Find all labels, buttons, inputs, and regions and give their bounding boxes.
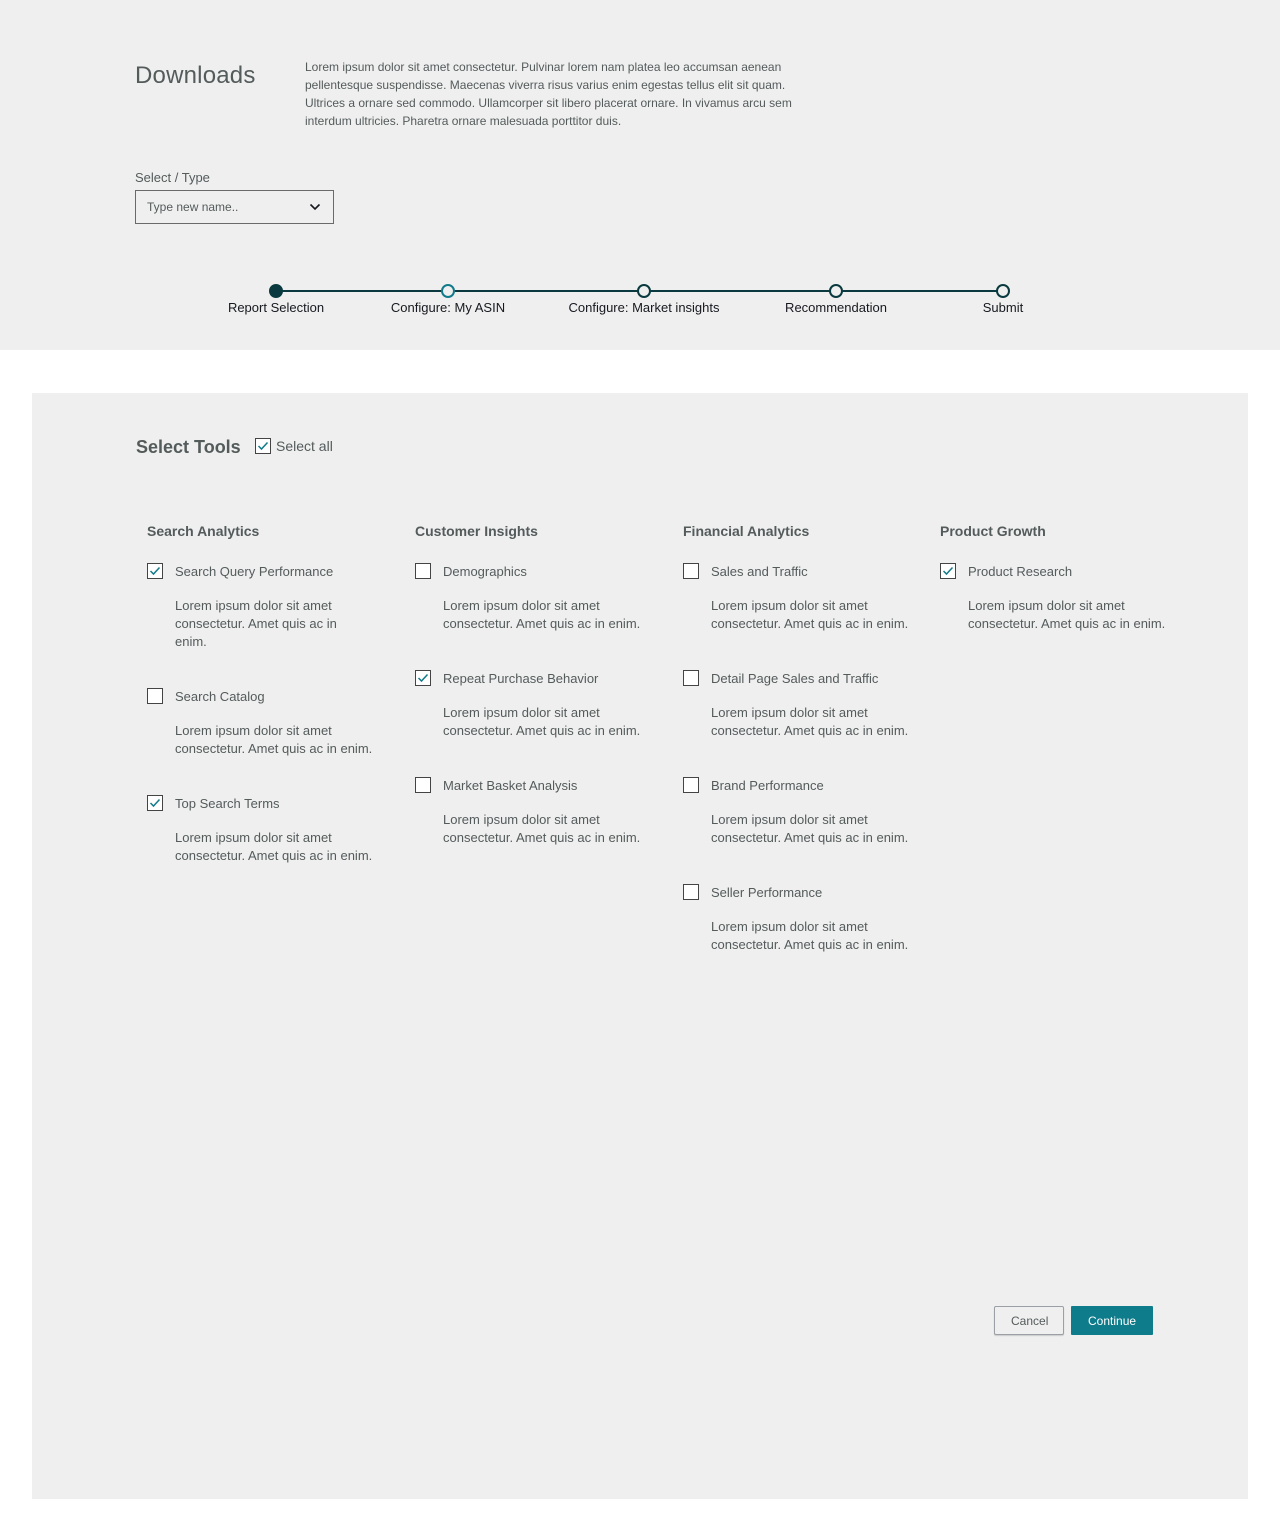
step-label-recommendation[interactable]: Recommendation [785,300,887,315]
step-label-configure-my-asin[interactable]: Configure: My ASIN [390,300,506,315]
tool-checkbox[interactable] [683,777,699,793]
tool-brand-performance[interactable] [683,777,923,847]
step-node-report-selection[interactable] [269,284,283,298]
tool-name: Seller Performance [711,884,823,900]
tool-description: Lorem ipsum dolor sit amet consectetur. Amet quis ac in enim. [443,705,641,738]
tool-top-search-terms[interactable] [147,795,387,865]
tool-name: Detail Page Sales and Traffic [711,670,879,686]
column-title: Financial Analytics [683,523,810,539]
cancel-button[interactable]: Cancel [994,1306,1064,1335]
select-tools-title: Select Tools [136,437,241,457]
column-title: Product Growth [940,523,1046,539]
tool-name: Repeat Purchase Behavior [443,670,599,686]
column-title: Search Analytics [147,523,260,539]
continue-button[interactable]: Continue [1071,1306,1153,1335]
column-title: Customer Insights [415,523,538,539]
tool-name: Brand Performance [711,777,824,793]
step-label-configure-market-insights[interactable]: Configure: Market insights [568,300,720,315]
step-node-configure-my-asin[interactable] [441,284,455,298]
tool-seller-performance[interactable] [683,884,923,954]
checkmark-icon [149,798,161,808]
select-all-label: Select all [276,438,333,454]
tool-name: Sales and Traffic [711,563,808,579]
page-description: Lorem ipsum dolor sit amet consectetur. Pulvinar lorem nam platea leo accumsan aenean pellentesque suspendisse. Maecenas viverra risus varius enim egestas tellus elit sit quam. Ultrices a ornare sed commodo. Ullamcorper sit libero placerat ornare. In vivamus arcu sem interdum ultricies. Pharetra ornare malesuada porttitor duis. [305,60,792,128]
tool-checkbox[interactable] [147,795,163,811]
step-node-recommendation[interactable] [829,284,843,298]
step-node-submit[interactable] [996,284,1010,298]
tool-checkbox[interactable] [683,670,699,686]
tool-checkbox[interactable] [683,884,699,900]
tool-search-query-performance[interactable] [147,563,347,651]
tool-description: Lorem ipsum dolor sit amet consectetur. Amet quis ac in enim. [711,812,909,845]
tool-description: Lorem ipsum dolor sit amet consectetur. Amet quis ac in enim. [711,919,909,952]
tool-description: Lorem ipsum dolor sit amet consectetur. Amet quis ac in enim. [443,812,641,845]
tool-description: Lorem ipsum dolor sit amet consectetur. Amet quis ac in enim. [175,830,373,863]
header-region [0,0,1280,350]
select-type-label: Select / Type [135,170,210,185]
tool-demographics[interactable] [415,563,655,633]
page-title: Downloads [135,62,256,89]
step-label-submit[interactable]: Submit [982,300,1024,315]
tool-checkbox[interactable] [415,670,431,686]
column-search-analytics [147,523,387,863]
tool-description: Lorem ipsum dolor sit amet consectetur. Amet quis ac in enim. [175,598,337,649]
tool-checkbox[interactable] [147,688,163,704]
tool-repeat-purchase-behavior[interactable] [415,670,655,740]
tool-detail-page-sales-and-traffic[interactable] [683,670,923,740]
select-all-checkbox[interactable] [255,438,271,454]
tool-name: Demographics [443,563,527,579]
tool-checkbox[interactable] [940,563,956,579]
tool-description: Lorem ipsum dolor sit amet consectetur. Amet quis ac in enim. [711,705,909,738]
tool-checkbox[interactable] [415,777,431,793]
chevron-down-icon[interactable] [308,200,322,214]
tool-description: Lorem ipsum dolor sit amet consectetur. Amet quis ac in enim. [968,598,1166,631]
tool-name: Product Research [968,563,1073,579]
tool-description: Lorem ipsum dolor sit amet consectetur. Amet quis ac in enim. [443,598,641,631]
step-node-configure-market-insights[interactable] [637,284,651,298]
column-financial-analytics [683,523,923,952]
checkmark-icon [149,566,161,576]
tool-market-basket-analysis[interactable] [415,777,655,847]
checkmark-icon [417,673,429,683]
tool-product-research[interactable] [940,563,1180,633]
step-label-report-selection[interactable]: Report Selection [227,300,325,315]
name-select-field[interactable] [135,190,334,224]
column-product-growth [940,523,1180,631]
checkmark-icon [257,441,269,451]
tool-checkbox[interactable] [415,563,431,579]
tool-name: Top Search Terms [175,795,280,811]
tool-search-catalog[interactable] [147,688,387,758]
tool-description: Lorem ipsum dolor sit amet consectetur. Amet quis ac in enim. [711,598,909,631]
form-actions [994,1306,1153,1335]
checkmark-icon [942,566,954,576]
tool-name: Market Basket Analysis [443,777,578,793]
column-customer-insights [415,523,655,845]
tool-name: Search Query Performance [175,563,334,579]
progress-stepper [0,280,1280,320]
tool-name: Search Catalog [175,688,265,704]
tool-description: Lorem ipsum dolor sit amet consectetur. Amet quis ac in enim. [175,723,373,756]
select-all-toggle[interactable] [255,438,333,454]
tool-checkbox[interactable] [683,563,699,579]
name-select-placeholder: Type new name.. [147,200,239,214]
select-tools-panel [32,393,1248,1499]
tool-checkbox[interactable] [147,563,163,579]
tool-sales-and-traffic[interactable] [683,563,923,633]
